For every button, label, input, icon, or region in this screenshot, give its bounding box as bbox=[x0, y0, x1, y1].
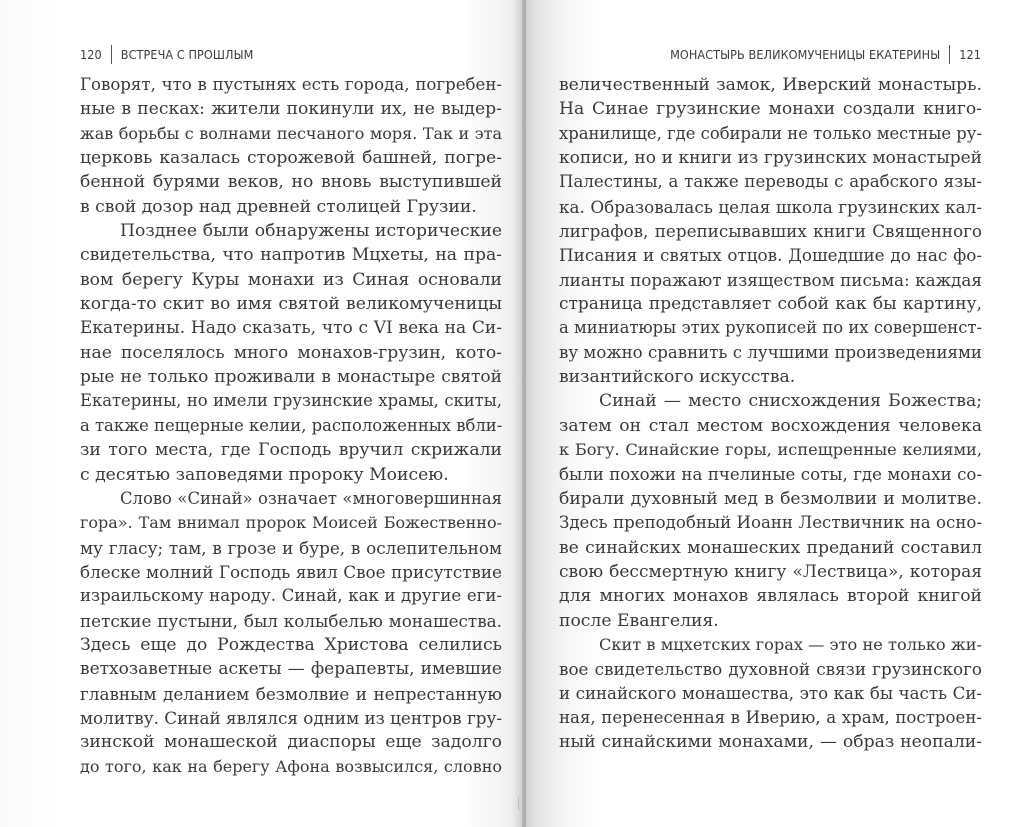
text-line: Слово «Синай» означает «многовершинная bbox=[120, 488, 502, 508]
left-page-body bbox=[80, 73, 502, 779]
text-line: бирали духовный мед в безмолвии и молитве. bbox=[559, 488, 982, 509]
text-line: главным деланием безмолвие и непрестанную bbox=[80, 683, 502, 704]
text-line: жав борьбы с волнами песчаного моря. Так и эта bbox=[80, 123, 502, 143]
chapter-title: ВСТРЕЧА С ПРОШЛЫМ bbox=[120, 46, 254, 62]
text-line: израильскому народу. Синай, как и другие еги- bbox=[80, 586, 502, 606]
text-line: ветхозаветные аскеты — ферапевты, имевшие bbox=[80, 659, 502, 680]
text-line: ву можно сравнить с лучшими произведениями bbox=[559, 342, 982, 362]
text-line: вое свидетельство духовной связи грузинского bbox=[559, 659, 982, 680]
text-line: церковь казалась сторожевой башней, погре- bbox=[80, 148, 502, 169]
text-line: ка. Образовалась целая школа грузинских кал- bbox=[559, 196, 982, 217]
left-running-head bbox=[80, 44, 253, 64]
header-divider bbox=[111, 45, 112, 64]
text-line: в свой дозор над древней столицей Грузии. bbox=[80, 196, 477, 217]
text-line: На Синае грузинские монахи создали книго- bbox=[559, 99, 982, 120]
text-line: затем он стал местом восхождения человека bbox=[559, 415, 982, 436]
text-line: ные в песках: жители покинули их, не выдер- bbox=[80, 99, 502, 120]
page-number-left: 120 bbox=[80, 46, 102, 62]
text-line: были похожи на пчелиные соты, где монахи со- bbox=[559, 464, 982, 484]
right-page-body bbox=[559, 73, 982, 755]
text-line: кописи, но и книги из грузинских монастырей bbox=[559, 148, 982, 169]
text-line: Екатерины, но имели грузинские храмы, скиты, bbox=[80, 391, 502, 411]
text-line: нае поселялось много монахов-грузин, кото- bbox=[80, 342, 502, 363]
text-line: гора». Там внимал пророк Моисей Божественно- bbox=[80, 513, 502, 533]
text-line: свидетельства, что напротив Мцхеты, на пра- bbox=[80, 245, 502, 266]
text-line: вом берегу Куры монахи из Синая основали bbox=[80, 269, 502, 290]
page-curl-mark bbox=[518, 795, 525, 811]
text-line: лиграфов, переписывавших книги Священного bbox=[559, 221, 982, 242]
text-line: и синайского монашества, это как бы часть Си- bbox=[559, 683, 982, 703]
text-line: после Евангелия. bbox=[559, 610, 719, 631]
text-line: му гласу; там, в грозе и буре, в ослепительном bbox=[80, 537, 502, 558]
text-line: зинской монашеской диаспоры еще задолго bbox=[80, 732, 502, 753]
text-line: когда-то скит во имя святой великомученицы bbox=[80, 294, 502, 315]
right-running-head bbox=[670, 44, 981, 64]
text-line: а миниатюры этих рукописей по их совершенст- bbox=[559, 318, 982, 338]
text-line: ный синайскими монахами, — образ неопали- bbox=[559, 732, 982, 753]
text-line: бенной бурями веков, но вновь выступившей bbox=[80, 172, 502, 193]
text-line: зи того места, где Господь вручил скрижали bbox=[80, 440, 502, 461]
text-line: Палестины, а также переводы с арабского язы- bbox=[559, 172, 982, 192]
text-line: величественный замок, Иверский монастырь. bbox=[559, 75, 982, 95]
text-line: ная, перенесенная в Иверию, а храм, построен- bbox=[559, 707, 982, 727]
text-line: Екатерины. Надо сказать, что с VI века на Си- bbox=[80, 318, 502, 339]
text-line: Говорят, что в пустынях есть города, погребен- bbox=[80, 75, 502, 94]
section-title: МОНАСТЫРЬ ВЕЛИКОМУЧЕНИЦЫ ЕКАТЕРИНЫ bbox=[670, 46, 941, 62]
text-line: хранилище, где собирали не только местные ру- bbox=[559, 123, 982, 143]
text-line: рые не только проживали в монастыре святой bbox=[80, 367, 502, 388]
page-number-right: 121 bbox=[959, 46, 981, 62]
text-line: Писания и святых отцов. Дошедшие до нас фо- bbox=[559, 245, 982, 266]
text-line: до того, как на берегу Афона возвысился, словно bbox=[80, 756, 502, 776]
text-line: петские пустыни, был колыбелью монашества. bbox=[80, 610, 502, 631]
book-gutter bbox=[512, 0, 526, 827]
text-line: Позднее были обнаружены исторические bbox=[120, 221, 502, 242]
text-line: блеске молний Господь явил Свое присутствие bbox=[80, 561, 502, 582]
text-line: к Богу. Синайские горы, испещренные келиями, bbox=[559, 440, 982, 460]
text-line: молитву. Синай являлся одним из центров гру- bbox=[80, 707, 503, 728]
text-line: свою бессмертную книгу «Лествица», которая bbox=[559, 561, 982, 582]
text-line: Синай — место снисхождения Божества; bbox=[599, 391, 982, 412]
text-line: страница представляет собой как бы картину, bbox=[559, 294, 982, 315]
text-line: Здесь преподобный Иоанн Лествичник на осно- bbox=[559, 513, 982, 533]
text-line: лианты поражают изяществом письма: каждая bbox=[559, 269, 982, 290]
text-line: ве синайских монашеских преданий составил bbox=[559, 537, 982, 558]
header-divider bbox=[949, 45, 950, 64]
text-line: Здесь еще до Рождества Христова селились bbox=[80, 634, 502, 655]
text-line: с десятью заповедями пророку Моисею. bbox=[80, 464, 449, 485]
text-line: византийского искусства. bbox=[559, 367, 796, 388]
text-line: а также пещерные келии, расположенных вбли- bbox=[80, 415, 503, 435]
text-line: Скит в мцхетских горах — это не только жи- bbox=[599, 634, 982, 654]
text-line: для многих монахов являлась второй книгой bbox=[559, 586, 982, 607]
right-page bbox=[522, 0, 1036, 827]
